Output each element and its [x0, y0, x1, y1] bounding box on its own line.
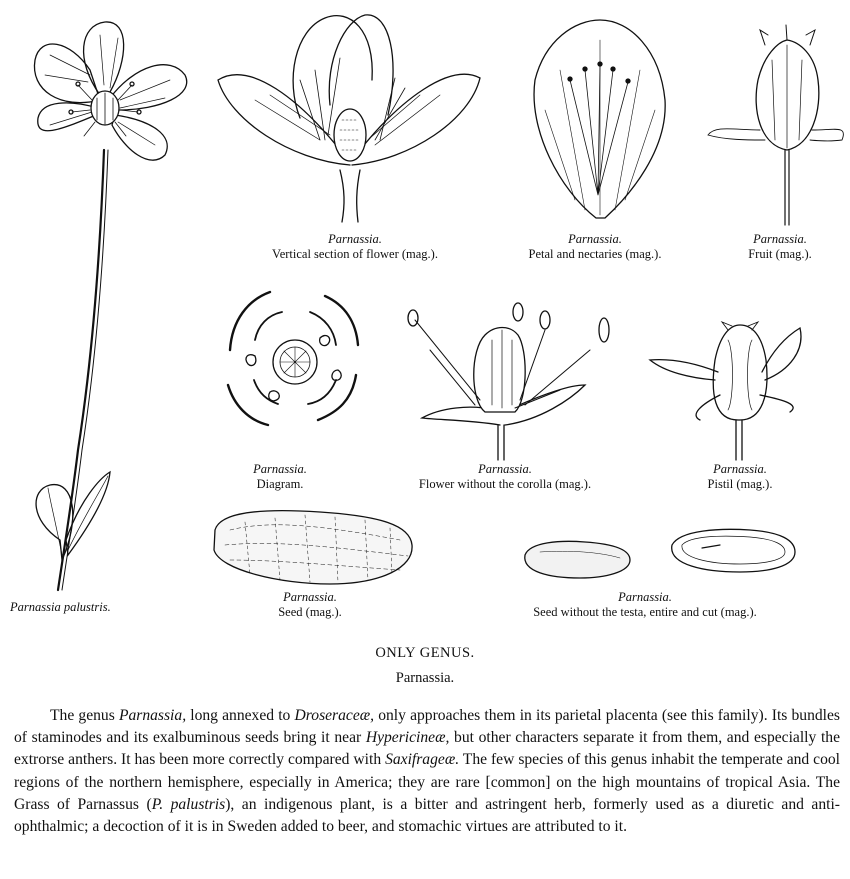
caption-label: Petal and nectaries (mag.).	[528, 247, 662, 261]
caption-label: Seed (mag.).	[278, 605, 342, 619]
italic-term: Parnassia,	[118, 707, 187, 724]
seed-without-testa-illustration	[525, 529, 795, 578]
floral-diagram-illustration	[228, 292, 358, 425]
caption-label: Flower without the corolla (mag.).	[418, 477, 592, 491]
caption-whole-plant	[10, 600, 111, 615]
caption-genus: Parnassia.	[328, 232, 382, 246]
caption-label: Vertical section of flower (mag.).	[272, 247, 438, 261]
caption-genus: Parnassia.	[568, 232, 622, 246]
caption-genus: Parnassia.	[253, 462, 307, 476]
whole-plant-illustration	[34, 22, 186, 590]
caption-seed-without-testa	[500, 590, 790, 620]
caption-genus: Parnassia.	[478, 462, 532, 476]
petal-nectaries-illustration	[534, 20, 665, 218]
vertical-section-illustration	[218, 15, 480, 222]
italic-term: Hypericineæ,	[365, 729, 450, 747]
caption-label: Pistil (mag.).	[707, 477, 773, 491]
pistil-illustration	[650, 322, 801, 460]
caption-diagram	[240, 462, 320, 492]
caption-whole-plant-text: Parnassia palustris.	[10, 600, 111, 614]
caption-genus: Parnassia.	[283, 590, 337, 604]
seed-illustration	[214, 511, 412, 584]
italic-term: Droseraceæ,	[294, 707, 375, 724]
caption-pistil	[690, 462, 790, 492]
caption-genus: Parnassia.	[753, 232, 807, 246]
paragraph-text: only approaches them in its parietal placenta (see this family). Its bundles of staminodes and its exalbuminous seeds bring it near	[14, 707, 841, 747]
body-paragraph	[14, 705, 840, 838]
fruit-illustration	[708, 25, 843, 225]
paragraph-text: The few species of this genus inhabit the temperate and cool regions of the northern hemisphere, especially in America; they are rare [common] on the high mountains of tropical Asia. The Grass of Parnassus (	[14, 751, 840, 813]
paragraph-text: The genus	[50, 707, 119, 724]
italic-term: P. palustris	[151, 795, 226, 813]
caption-flower-without-corolla	[390, 462, 620, 492]
paragraph-text: but other characters separate it from them, and especially the extrorse anthers. It has been more correctly compared with	[14, 729, 840, 769]
flower-without-corolla-illustration	[408, 303, 609, 460]
caption-label: Fruit (mag.).	[748, 247, 812, 261]
italic-term: Saxifrageæ.	[385, 751, 460, 769]
caption-label: Seed without the testa, entire and cut (mag.).	[533, 605, 757, 619]
caption-fruit	[725, 232, 835, 262]
caption-seed	[255, 590, 365, 620]
caption-label: Diagram.	[256, 477, 304, 491]
section-heading: ONLY GENUS.	[375, 645, 475, 661]
genus-heading: Parnassia.	[395, 670, 455, 686]
caption-genus: Parnassia.	[618, 590, 672, 604]
paragraph-text: long annexed to	[186, 707, 295, 724]
caption-petal	[510, 232, 680, 262]
caption-genus: Parnassia.	[713, 462, 767, 476]
paragraph-text: ), an indigenous plant, is a bitter and astringent herb, formerly used as a diuretic and anti-ophthalmic; a decoction of it is in Sweden added to beer, and stomachic virtues are attributed to it.	[14, 795, 840, 836]
caption-vertical-section	[255, 232, 455, 262]
